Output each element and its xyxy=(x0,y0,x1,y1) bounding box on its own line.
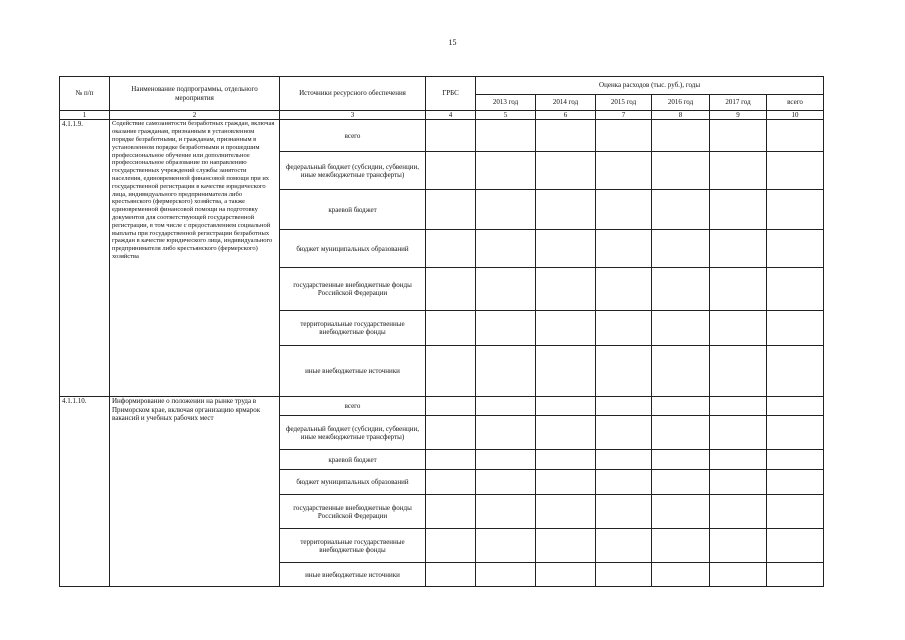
value-cell xyxy=(536,346,596,397)
value-cell xyxy=(536,416,596,450)
value-cell xyxy=(426,529,476,563)
funding-source: территориальные государственные внебюджетные фонды xyxy=(280,529,426,563)
value-cell xyxy=(710,495,767,529)
value-cell xyxy=(710,311,767,346)
value-cell xyxy=(652,495,710,529)
value-cell xyxy=(476,397,536,416)
value-cell xyxy=(767,416,824,450)
column-number: 2 xyxy=(110,111,280,120)
value-cell xyxy=(476,190,536,230)
value-cell xyxy=(710,416,767,450)
value-cell xyxy=(426,470,476,495)
value-cell xyxy=(767,495,824,529)
value-cell xyxy=(536,563,596,587)
value-cell xyxy=(710,120,767,152)
value-cell xyxy=(536,230,596,268)
header-year: 2014 год xyxy=(536,95,596,111)
funding-source: территориальные государственные внебюджетные фонды xyxy=(280,311,426,346)
header-name: Наименование подпрограммы, отдельного мероприятия xyxy=(110,77,280,111)
value-cell xyxy=(710,470,767,495)
column-number: 6 xyxy=(536,111,596,120)
funding-source: государственные внебюджетные фонды Российской Федерации xyxy=(280,268,426,311)
header-year: 2016 год xyxy=(652,95,710,111)
measure-code: 4.1.1.9. xyxy=(60,120,110,397)
value-cell xyxy=(767,397,824,416)
header-number: № п/п xyxy=(60,77,110,111)
value-cell xyxy=(426,450,476,470)
value-cell xyxy=(652,450,710,470)
value-cell xyxy=(596,152,652,190)
value-cell xyxy=(536,450,596,470)
value-cell xyxy=(596,495,652,529)
value-cell xyxy=(710,152,767,190)
value-cell xyxy=(426,346,476,397)
header-total: всего xyxy=(767,95,824,111)
value-cell xyxy=(710,230,767,268)
value-cell xyxy=(426,268,476,311)
funding-source: иные внебюджетные источники xyxy=(280,346,426,397)
value-cell xyxy=(536,311,596,346)
value-cell xyxy=(426,416,476,450)
funding-source: государственные внебюджетные фонды Российской Федерации xyxy=(280,495,426,529)
value-cell xyxy=(596,311,652,346)
funding-source: иные внебюджетные источники xyxy=(280,563,426,587)
value-cell xyxy=(767,152,824,190)
column-number: 5 xyxy=(476,111,536,120)
value-cell xyxy=(596,450,652,470)
value-cell xyxy=(536,495,596,529)
funding-source: краевой бюджет xyxy=(280,190,426,230)
value-cell xyxy=(596,346,652,397)
value-cell xyxy=(476,450,536,470)
value-cell xyxy=(652,346,710,397)
value-cell xyxy=(536,190,596,230)
value-cell xyxy=(536,268,596,311)
column-number: 8 xyxy=(652,111,710,120)
value-cell xyxy=(476,311,536,346)
value-cell xyxy=(596,529,652,563)
value-cell xyxy=(652,470,710,495)
header-grbs: ГРБС xyxy=(426,77,476,111)
value-cell xyxy=(710,346,767,397)
funding-source: бюджет муниципальных образований xyxy=(280,230,426,268)
value-cell xyxy=(767,346,824,397)
column-number: 10 xyxy=(767,111,824,120)
value-cell xyxy=(476,268,536,311)
value-cell xyxy=(710,563,767,587)
funding-source: бюджет муниципальных образований xyxy=(280,470,426,495)
value-cell xyxy=(596,563,652,587)
value-cell xyxy=(536,397,596,416)
value-cell xyxy=(476,346,536,397)
value-cell xyxy=(652,268,710,311)
value-cell xyxy=(652,529,710,563)
header-estimate: Оценка расходов (тыс. руб.), годы xyxy=(476,77,824,95)
header-year: 2017 год xyxy=(710,95,767,111)
column-number: 3 xyxy=(280,111,426,120)
value-cell xyxy=(596,230,652,268)
value-cell xyxy=(426,120,476,152)
value-cell xyxy=(710,450,767,470)
value-cell xyxy=(476,416,536,450)
value-cell xyxy=(536,470,596,495)
value-cell xyxy=(536,120,596,152)
value-cell xyxy=(476,563,536,587)
value-cell xyxy=(767,230,824,268)
value-cell xyxy=(596,470,652,495)
header-year: 2015 год xyxy=(596,95,652,111)
value-cell xyxy=(476,470,536,495)
value-cell xyxy=(652,563,710,587)
value-cell xyxy=(596,190,652,230)
value-cell xyxy=(476,529,536,563)
value-cell xyxy=(652,152,710,190)
header-sources: Источники ресурсного обеспечения xyxy=(280,77,426,111)
value-cell xyxy=(710,268,767,311)
value-cell xyxy=(652,230,710,268)
value-cell xyxy=(767,563,824,587)
funding-source: всего xyxy=(280,120,426,152)
measure-name: Содействие самозанятости безработных граждан, включая оказание гражданам, признанным в установленном порядке безработными, и гражданам, признанным в установленном порядке безработными и прошедшим профессиональное обучение или дополнительное профессиональное образование по направлению государственных учреждений службы занятости населения, единовременной финансовой помощи при их государственной регистрации в качестве юридического лица, индивидуального предпринимателя либо крестьянского (фермерского) хозяйства, а также единовременной финансовой помощи на подготовку документов для соответствующей государственной регистрации, в том числе с предоставлением социальной выплаты при государственной регистрации безработных граждан в качестве юридического лица, индивидуального предпринимателя либо крестьянского (фермерского) хозяйства xyxy=(110,120,280,397)
value-cell xyxy=(476,495,536,529)
value-cell xyxy=(652,311,710,346)
value-cell xyxy=(652,416,710,450)
value-cell xyxy=(536,529,596,563)
value-cell xyxy=(710,529,767,563)
value-cell xyxy=(426,311,476,346)
value-cell xyxy=(767,470,824,495)
value-cell xyxy=(476,152,536,190)
funding-source: федеральный бюджет (субсидии, субвенции, иные межбюджетные трансферты) xyxy=(280,416,426,450)
value-cell xyxy=(536,152,596,190)
column-number: 4 xyxy=(426,111,476,120)
value-cell xyxy=(596,268,652,311)
value-cell xyxy=(426,230,476,268)
value-cell xyxy=(426,152,476,190)
header-year: 2013 год xyxy=(476,95,536,111)
value-cell xyxy=(710,397,767,416)
value-cell xyxy=(767,450,824,470)
value-cell xyxy=(426,190,476,230)
value-cell xyxy=(596,397,652,416)
value-cell xyxy=(596,120,652,152)
funding-source: всего xyxy=(280,397,426,416)
value-cell xyxy=(767,268,824,311)
funding-source: федеральный бюджет (субсидии, субвенции, иные межбюджетные трансферты) xyxy=(280,152,426,190)
column-number: 7 xyxy=(596,111,652,120)
value-cell xyxy=(652,190,710,230)
value-cell xyxy=(652,120,710,152)
budget-table xyxy=(59,76,824,587)
value-cell xyxy=(426,495,476,529)
value-cell xyxy=(476,120,536,152)
column-number: 9 xyxy=(710,111,767,120)
measure-name: Информирование о положении на рынке труда в Приморском крае, включая организацию ярмарок вакансий и учебных рабочих мест xyxy=(110,397,280,587)
value-cell xyxy=(767,190,824,230)
value-cell xyxy=(767,311,824,346)
measure-code: 4.1.1.10. xyxy=(60,397,110,587)
page-number: 15 xyxy=(448,38,457,47)
value-cell xyxy=(476,230,536,268)
value-cell xyxy=(767,120,824,152)
value-cell xyxy=(710,190,767,230)
value-cell xyxy=(767,529,824,563)
funding-source: краевой бюджет xyxy=(280,450,426,470)
column-number: 1 xyxy=(60,111,110,120)
value-cell xyxy=(596,416,652,450)
value-cell xyxy=(426,397,476,416)
value-cell xyxy=(652,397,710,416)
value-cell xyxy=(426,563,476,587)
